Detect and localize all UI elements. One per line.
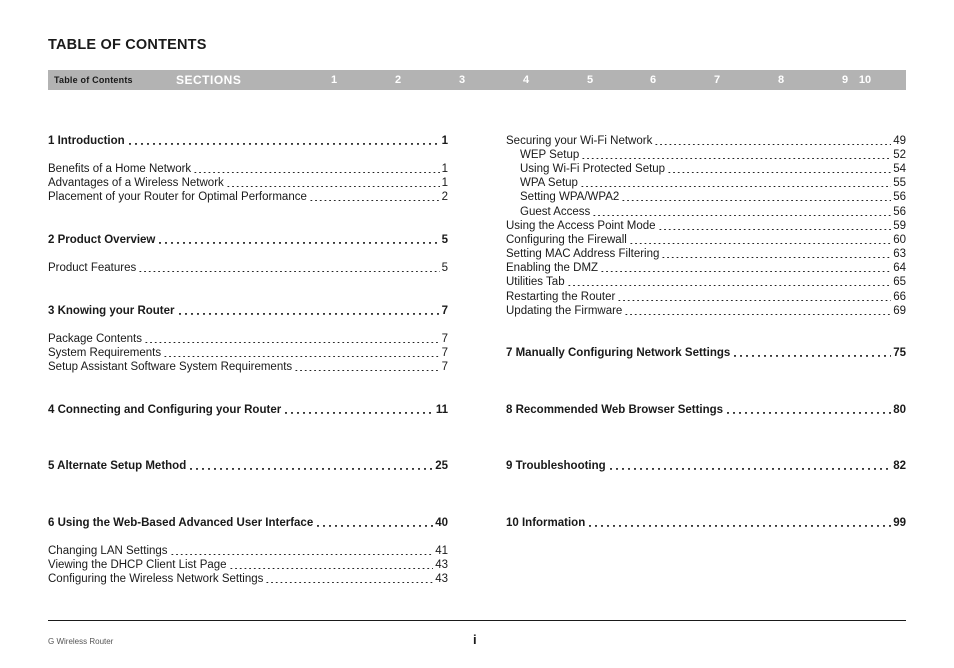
toc-entry-page: 1 xyxy=(441,163,448,175)
toc-entry-page: 56 xyxy=(893,206,906,218)
toc-chapter-entry[interactable] xyxy=(506,516,906,530)
toc-chapter-entry[interactable] xyxy=(48,403,448,417)
toc-entry[interactable] xyxy=(506,176,906,190)
footer-divider xyxy=(48,620,906,621)
toc-entry-label: WEP Setup xyxy=(520,149,580,161)
toc-entry-label: Setting WPA/WPA2 xyxy=(520,191,620,203)
toc-entry-label: 1 Introduction xyxy=(48,135,125,147)
toc-entry[interactable] xyxy=(48,346,448,360)
toc-dot-leader xyxy=(177,313,440,315)
toc-dot-leader xyxy=(629,243,891,244)
toc-entry-label: Configuring the Wireless Network Settings xyxy=(48,573,264,585)
toc-dot-leader xyxy=(309,200,440,201)
toc-entry-label: System Requirements xyxy=(48,347,162,359)
toc-entry[interactable] xyxy=(506,233,906,247)
toc-entry-label: 7 Manually Configuring Network Settings xyxy=(506,347,731,359)
nav-section-4[interactable]: 4 xyxy=(522,74,530,86)
toc-entry-page: 1 xyxy=(441,135,448,147)
toc-entry[interactable] xyxy=(506,219,906,233)
toc-entry-label: Setup Assistant Software System Requirements xyxy=(48,361,293,373)
toc-entry-page: 54 xyxy=(893,163,906,175)
toc-entry-page: 80 xyxy=(893,404,906,416)
toc-dot-leader xyxy=(621,200,891,201)
toc-entry-page: 5 xyxy=(441,234,448,246)
toc-entry-page: 5 xyxy=(441,262,448,274)
toc-entry[interactable] xyxy=(506,162,906,176)
toc-dot-leader xyxy=(661,257,891,258)
toc-entry-label: Configuring the Firewall xyxy=(506,234,627,246)
toc-dot-leader xyxy=(580,186,891,187)
toc-dot-leader xyxy=(624,314,891,315)
toc-chapter-entry[interactable] xyxy=(48,233,448,247)
toc-dot-leader xyxy=(138,271,439,272)
toc-entry-page: 40 xyxy=(435,517,448,529)
toc-dot-leader xyxy=(587,525,891,527)
toc-entry[interactable] xyxy=(48,558,448,572)
toc-entry-label: 2 Product Overview xyxy=(48,234,156,246)
toc-entry-label: Setting MAC Address Filtering xyxy=(506,248,660,260)
toc-dot-leader xyxy=(658,229,892,230)
toc-entry-page: 56 xyxy=(893,191,906,203)
toc-entry[interactable] xyxy=(506,304,906,318)
toc-entry[interactable] xyxy=(506,205,906,219)
toc-entry[interactable] xyxy=(48,261,448,275)
toc-entry-label: Advantages of a Wireless Network xyxy=(48,177,224,189)
toc-dot-leader xyxy=(315,525,433,527)
toc-entry[interactable] xyxy=(48,360,448,374)
nav-section-7[interactable]: 7 xyxy=(713,74,721,86)
toc-entry-page: 55 xyxy=(893,177,906,189)
toc-entry-label: 3 Knowing your Router xyxy=(48,305,175,317)
toc-dot-leader xyxy=(229,568,434,569)
toc-entry-page: 64 xyxy=(893,262,906,274)
toc-entry-label: Using the Access Point Mode xyxy=(506,220,656,232)
toc-entry-page: 75 xyxy=(893,347,906,359)
toc-entry-label: 5 Alternate Setup Method xyxy=(48,460,187,472)
toc-dot-leader xyxy=(581,158,891,159)
toc-chapter-entry[interactable] xyxy=(506,346,906,360)
toc-dot-leader xyxy=(127,143,440,145)
nav-section-9[interactable]: 9 xyxy=(841,74,849,86)
toc-dot-leader xyxy=(170,554,434,555)
toc-chapter-entry[interactable] xyxy=(48,516,448,530)
toc-dot-leader xyxy=(654,144,891,145)
toc-dot-leader xyxy=(608,468,892,470)
toc-dot-leader xyxy=(732,355,891,357)
toc-entry-label: Guest Access xyxy=(520,206,591,218)
toc-entry-page: 82 xyxy=(893,460,906,472)
toc-dot-leader xyxy=(283,412,434,414)
toc-entry-label: Changing LAN Settings xyxy=(48,545,168,557)
toc-entry-label: 4 Connecting and Configuring your Router xyxy=(48,404,282,416)
nav-section-3[interactable]: 3 xyxy=(458,74,466,86)
toc-entry[interactable] xyxy=(48,162,448,176)
nav-section-6[interactable]: 6 xyxy=(649,74,657,86)
toc-entry[interactable] xyxy=(48,332,448,346)
toc-entry-page: 1 xyxy=(441,177,448,189)
toc-entry-page: 11 xyxy=(435,404,448,416)
toc-entry-label: Restarting the Router xyxy=(506,291,616,303)
toc-dot-leader xyxy=(567,285,892,286)
nav-sections-label: SECTIONS xyxy=(176,73,242,87)
toc-dot-leader xyxy=(617,300,891,301)
toc-entry-label: Package Contents xyxy=(48,333,142,345)
footer-page-number: i xyxy=(473,632,477,647)
toc-entry-page: 99 xyxy=(893,517,906,529)
footer-product-name: G Wireless Router xyxy=(48,637,114,646)
toc-entry[interactable] xyxy=(48,544,448,558)
toc-entry[interactable] xyxy=(506,247,906,261)
toc-entry-label: 8 Recommended Web Browser Settings xyxy=(506,404,724,416)
toc-entry-label: WPA Setup xyxy=(520,177,578,189)
toc-entry-label: Product Features xyxy=(48,262,137,274)
toc-entry-page: 7 xyxy=(441,305,448,317)
toc-chapter-entry[interactable] xyxy=(506,459,906,473)
toc-chapter-entry[interactable] xyxy=(48,304,448,318)
toc-dot-leader xyxy=(163,356,439,357)
toc-entry-label: Enabling the DMZ xyxy=(506,262,599,274)
toc-entry-page: 43 xyxy=(435,559,448,571)
nav-section-5[interactable]: 5 xyxy=(586,74,594,86)
toc-entry-page: 41 xyxy=(435,545,448,557)
toc-dot-leader xyxy=(226,186,440,187)
toc-entry[interactable] xyxy=(506,134,906,148)
toc-entry-page: 7 xyxy=(441,333,448,345)
toc-entry-label: 9 Troubleshooting xyxy=(506,460,606,472)
toc-entry-page: 65 xyxy=(893,276,906,288)
toc-chapter-entry[interactable] xyxy=(506,403,906,417)
toc-entry-label: 6 Using the Web-Based Advanced User Interface xyxy=(48,517,314,529)
toc-entry-label: Utilities Tab xyxy=(506,276,565,288)
toc-chapter-entry[interactable] xyxy=(48,459,448,473)
toc-entry-label: Benefits of a Home Network xyxy=(48,163,192,175)
toc-entry-page: 2 xyxy=(441,191,448,203)
section-nav-bar xyxy=(48,70,906,90)
toc-entry-page: 43 xyxy=(435,573,448,585)
toc-entry-page: 49 xyxy=(893,135,906,147)
nav-section-2[interactable]: 2 xyxy=(394,74,402,86)
toc-entry[interactable] xyxy=(506,261,906,275)
toc-dot-leader xyxy=(188,468,433,470)
toc-entry[interactable] xyxy=(48,176,448,190)
toc-entry-label: Securing your Wi-Fi Network xyxy=(506,135,653,147)
toc-dot-leader xyxy=(265,582,433,583)
toc-dot-leader xyxy=(725,412,891,414)
toc-dot-leader xyxy=(592,215,891,216)
toc-dot-leader xyxy=(193,172,439,173)
toc-entry-page: 60 xyxy=(893,234,906,246)
toc-entry-page: 66 xyxy=(893,291,906,303)
toc-entry-page: 59 xyxy=(893,220,906,232)
toc-entry-label: Viewing the DHCP Client List Page xyxy=(48,559,227,571)
page-title: TABLE OF CONTENTS xyxy=(48,37,207,53)
nav-section-1[interactable]: 1 xyxy=(330,74,338,86)
toc-dot-leader xyxy=(144,342,440,343)
toc-entry-page: 7 xyxy=(441,361,448,373)
nav-section-10[interactable]: 10 xyxy=(858,74,872,86)
toc-entry[interactable] xyxy=(506,275,906,289)
toc-dot-leader xyxy=(294,370,439,371)
toc-dot-leader xyxy=(157,242,439,244)
toc-entry-page: 52 xyxy=(893,149,906,161)
toc-entry-label: 10 Information xyxy=(506,517,586,529)
toc-entry[interactable] xyxy=(48,190,448,204)
toc-entry-page: 63 xyxy=(893,248,906,260)
toc-entry[interactable] xyxy=(506,148,906,162)
toc-dot-leader xyxy=(600,271,891,272)
toc-entry-label: Using Wi-Fi Protected Setup xyxy=(520,163,666,175)
toc-entry-page: 7 xyxy=(441,347,448,359)
toc-chapter-entry[interactable] xyxy=(48,134,448,148)
toc-entry-page: 25 xyxy=(435,460,448,472)
nav-toc-link[interactable]: Table of Contents xyxy=(54,75,133,85)
toc-entry[interactable] xyxy=(506,290,906,304)
toc-entry[interactable] xyxy=(48,572,448,586)
toc-dot-leader xyxy=(667,172,891,173)
toc-entry[interactable] xyxy=(506,190,906,204)
toc-entry-label: Updating the Firmware xyxy=(506,305,623,317)
toc-entry-page: 69 xyxy=(893,305,906,317)
toc-entry-label: Placement of your Router for Optimal Performance xyxy=(48,191,307,203)
nav-section-8[interactable]: 8 xyxy=(777,74,785,86)
